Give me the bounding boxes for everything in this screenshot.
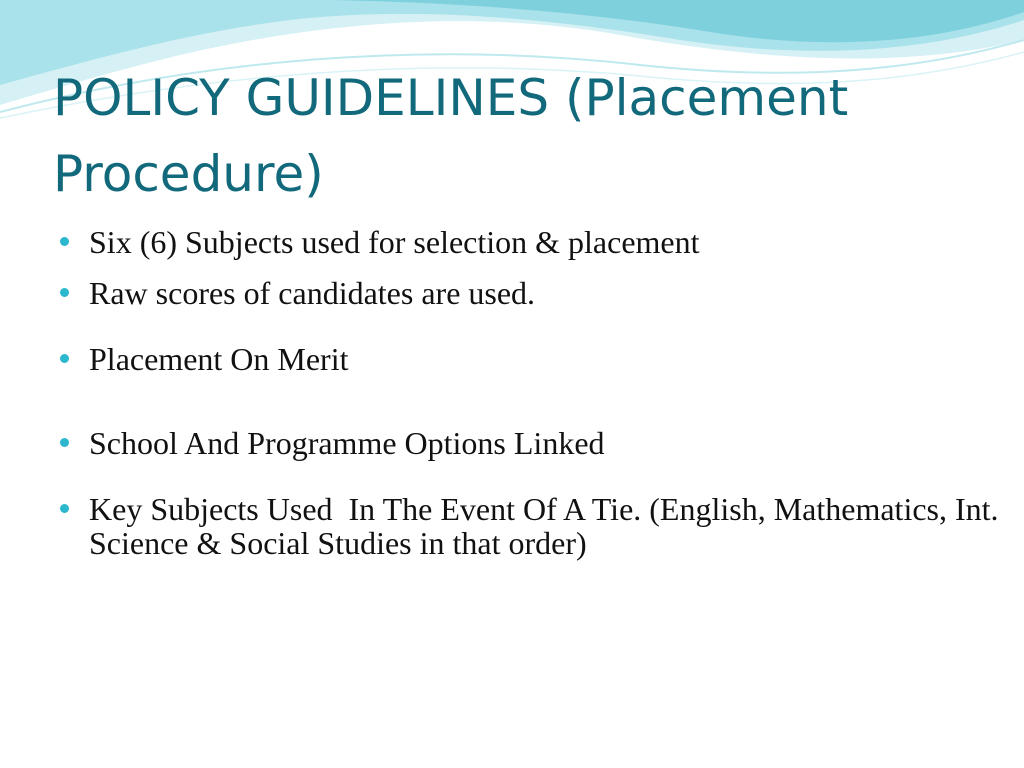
bullet-item <box>60 276 1000 310</box>
bullet-dot-icon <box>60 237 69 246</box>
slide-title: POLICY GUIDELINES (Placement Procedure) <box>53 69 849 203</box>
bullet-dot-icon <box>60 438 69 447</box>
bullet-text: Key Subjects Used In The Event Of A Tie. (English, Mathematics, Int. Science & Social Studies in that order) <box>89 491 1007 561</box>
bullet-item <box>60 225 1000 259</box>
bullet-item <box>60 426 1000 460</box>
bullet-text: Raw scores of candidates are used. <box>89 275 536 311</box>
bullet-dot-icon <box>60 288 69 297</box>
bullet-dot-icon <box>60 354 69 363</box>
bullet-item <box>60 491 1007 561</box>
bullet-text: Six (6) Subjects used for selection & placement <box>89 224 700 260</box>
bullet-dot-icon <box>60 504 69 513</box>
bullet-item <box>60 342 1000 376</box>
bullet-text: School And Programme Options Linked <box>89 425 605 461</box>
bullet-text: Placement On Merit <box>89 341 349 377</box>
